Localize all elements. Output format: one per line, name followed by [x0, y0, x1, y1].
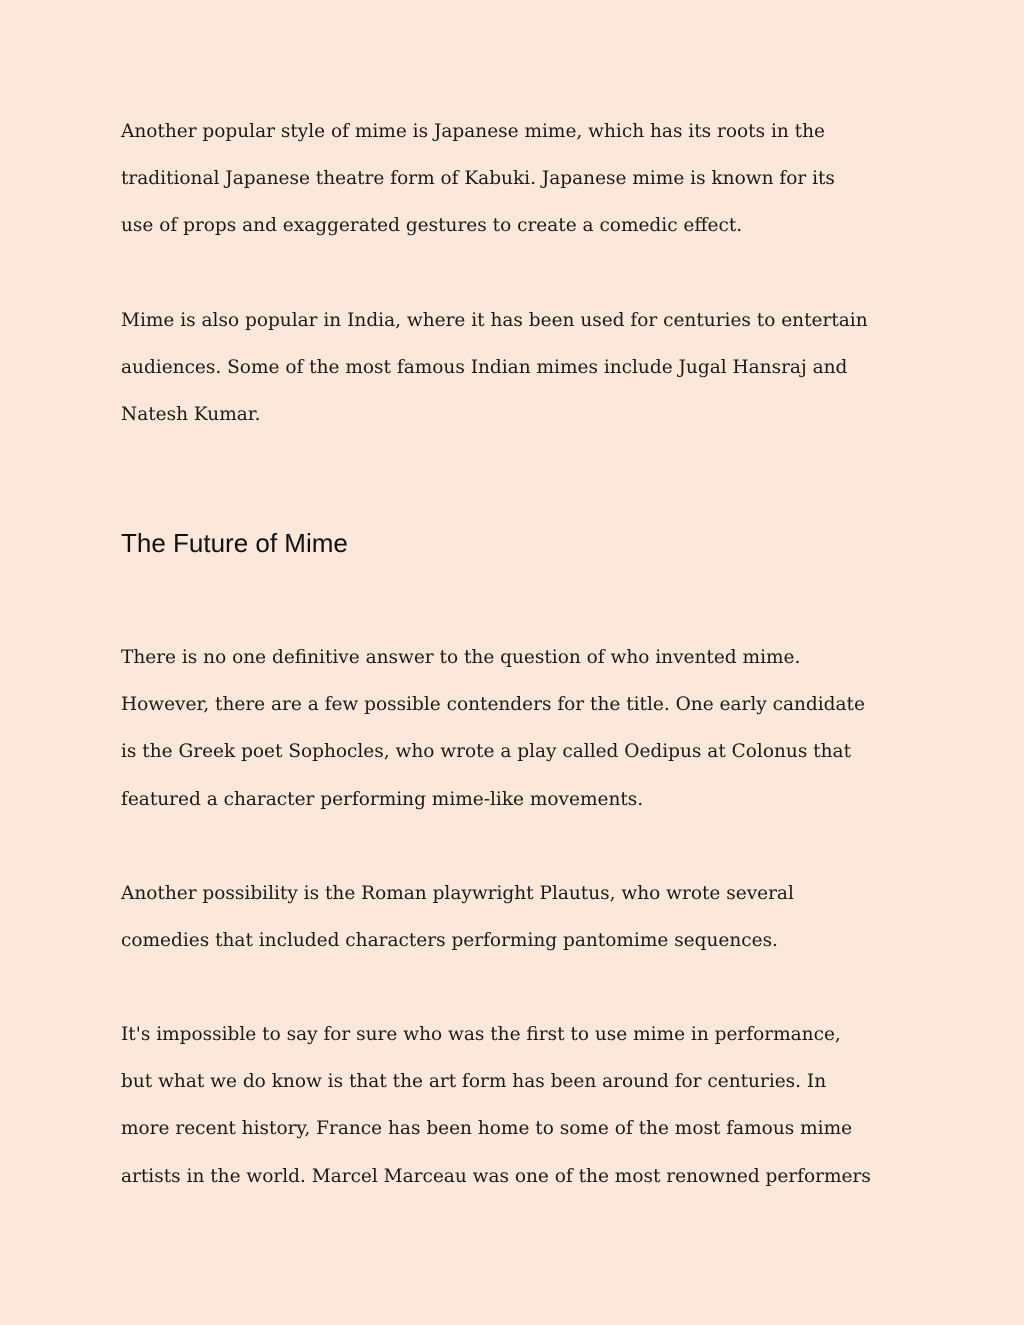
text-line: artists in the world. Marcel Marceau was one of the most renowned performers — [121, 1165, 871, 1187]
text-line: comedies that included characters performing pantomime sequences. — [121, 930, 778, 952]
text-line: Mime is also popular in India, where it has been used for centuries to entertain — [121, 310, 868, 331]
text-line: traditional Japanese theatre form of Kabuki. Japanese mime is known for its — [121, 168, 835, 190]
text-line: featured a character performing mime-like movements. — [121, 788, 644, 810]
paragraph-mime-history — [121, 1011, 911, 1200]
text-line: audiences. Some of the most famous Indian mimes include Jugal Hansraj and — [121, 357, 848, 379]
paragraph-plautus — [121, 870, 911, 964]
text-line: use of props and exaggerated gestures to create a comedic effect. — [121, 215, 743, 237]
text-line: It's impossible to say for sure who was the first to use mime in performance, — [121, 1024, 841, 1045]
text-line: is the Greek poet Sophocles, who wrote a play called Oedipus at Colonus that — [121, 741, 852, 763]
text-line: more recent history, France has been home to some of the most famous mime — [121, 1118, 853, 1140]
text-line: Another possibility is the Roman playwright Plautus, who wrote several — [121, 883, 794, 904]
text-line: There is no one definitive answer to the question of who invented mime. — [121, 647, 801, 668]
text-line: However, there are a few possible contenders for the title. One early candidate — [121, 694, 865, 716]
paragraph-india-mime — [121, 297, 911, 439]
paragraph-who-invented-mime — [121, 634, 911, 823]
paragraph-japanese-mime — [121, 108, 911, 250]
text-line: Natesh Kumar. — [121, 404, 261, 426]
text-line: but what we do know is that the art form has been around for centuries. In — [121, 1071, 827, 1093]
section-heading: The Future of Mime — [121, 528, 348, 558]
text-line: Another popular style of mime is Japanese mime, which has its roots in the — [121, 121, 825, 142]
